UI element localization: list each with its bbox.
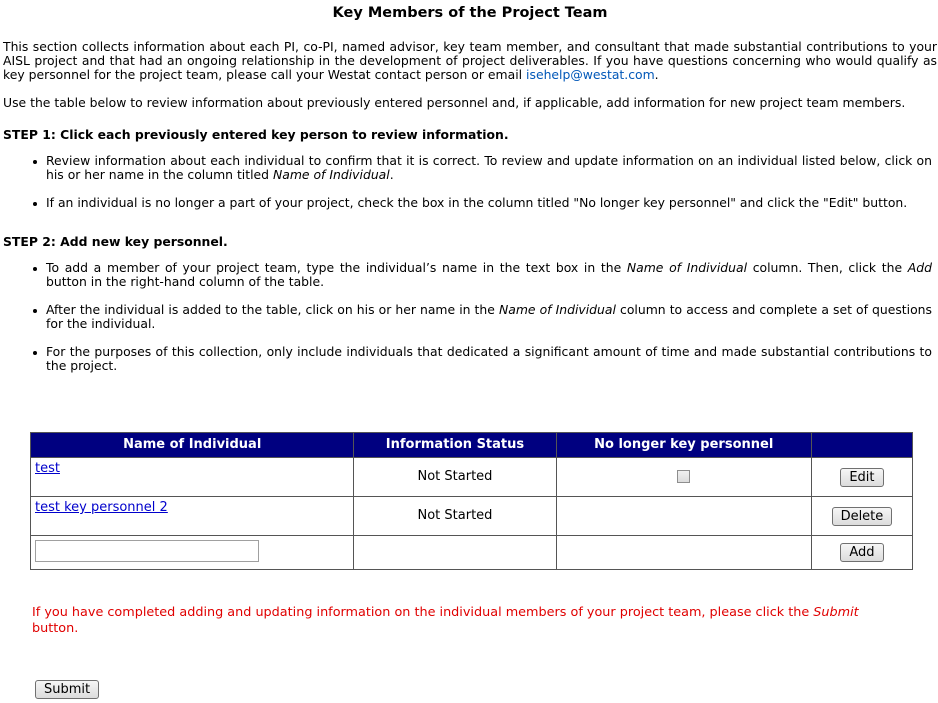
col-header-status: Information Status	[354, 433, 556, 458]
status-cell: Not Started	[354, 458, 556, 497]
step2-bullet-3: For the purposes of this collection, only include individuals that dedicated a significant amount of time and made substantial contributions to the project.	[46, 344, 932, 373]
intro-text: This section collects information about each PI, co-PI, named advisor, key team member, and consultant that made substantial contributions to your AISL project and that had an ongoing relationship in the development of project deliverables. If you have questions concerning who would qualify as key personnel for the project team, please call your Westat contact person or email	[3, 39, 937, 82]
email-link[interactable]: isehelp@westat.com	[526, 67, 655, 82]
no-longer-cell	[556, 497, 811, 536]
step1-bullet-2: If an individual is no longer a part of your project, check the box in the column titled "No longer key personnel" and click the "Edit" button.	[46, 196, 932, 210]
note-text: button.	[32, 621, 79, 636]
step1-bullet-1	[46, 154, 932, 182]
delete-button[interactable]: Delete	[832, 507, 893, 526]
name-cell	[31, 458, 354, 497]
key-personnel-table	[30, 432, 913, 570]
bullet-emphasis: Name of Individual	[626, 260, 748, 275]
use-table-paragraph: Use the table below to review information about previously entered personnel and, if applicable, add information for new project team members.	[3, 95, 906, 110]
step2-bullet-1	[46, 261, 932, 289]
table-row	[31, 458, 913, 497]
no-longer-checkbox[interactable]	[677, 470, 690, 483]
bullet-text: button in the right-hand column of the table.	[46, 274, 325, 289]
new-person-row	[31, 536, 913, 570]
name-input-cell	[31, 536, 354, 570]
table-header-row	[31, 433, 913, 458]
step2-heading: STEP 2: Add new key personnel.	[3, 234, 228, 249]
action-cell	[811, 497, 912, 536]
table-row	[31, 497, 913, 536]
bullet-text: column to access and complete a set of questions for the individual.	[46, 302, 932, 331]
page-title: Key Members of the Project Team	[332, 5, 608, 21]
col-header-no-longer: No longer key personnel	[556, 433, 811, 458]
intro-paragraph	[3, 40, 937, 82]
note-emphasis: Submit	[813, 605, 859, 620]
no-longer-cell	[556, 458, 811, 497]
name-cell	[31, 497, 354, 536]
bullet-text: To add a member of your project team, type the individual’s name in the text box in the	[46, 260, 627, 275]
submit-instruction	[32, 605, 882, 637]
person-link[interactable]: test key personnel 2	[35, 500, 168, 515]
new-name-input[interactable]	[35, 540, 259, 562]
step2-bullet-2	[46, 303, 932, 331]
bullet-text: column. Then, click the	[747, 260, 908, 275]
bullet-emphasis: Name of Individual	[498, 302, 616, 317]
note-text: If you have completed adding and updating information on the individual members of your project team, please click the	[32, 605, 814, 620]
col-header-action	[811, 433, 912, 458]
empty-cell	[556, 536, 811, 570]
bullet-emphasis: Add	[907, 260, 932, 275]
submit-button[interactable]: Submit	[35, 680, 99, 699]
empty-cell	[354, 536, 556, 570]
add-button[interactable]: Add	[840, 543, 883, 562]
action-cell	[811, 536, 912, 570]
person-link[interactable]: test	[35, 461, 60, 476]
col-header-name: Name of Individual	[31, 433, 354, 458]
status-cell: Not Started	[354, 497, 556, 536]
bullet-text: .	[389, 167, 394, 182]
step1-heading: STEP 1: Click each previously entered key person to review information.	[3, 127, 509, 142]
bullet-text: Review information about each individual to confirm that it is correct. To review and update information on an individual listed below, click on his or her name in the column titled	[46, 153, 932, 182]
bullet-emphasis: Name of Individual	[272, 167, 390, 182]
bullet-text: After the individual is added to the table, click on his or her name in the	[46, 302, 499, 317]
action-cell	[811, 458, 912, 497]
intro-end: .	[654, 67, 659, 82]
edit-button[interactable]: Edit	[840, 468, 883, 487]
